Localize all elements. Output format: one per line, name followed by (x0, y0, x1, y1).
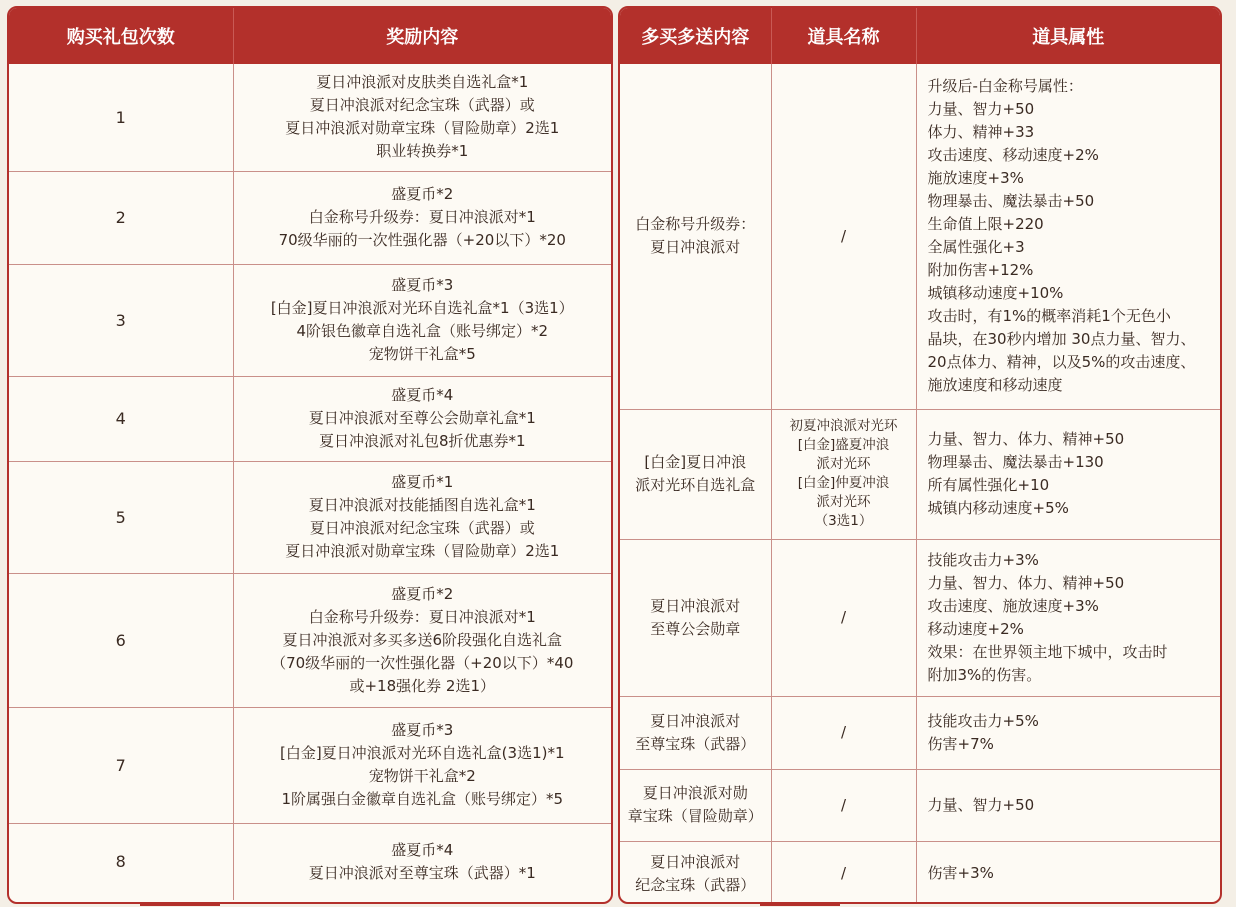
reward-line: 职业转换券*1 (376, 142, 469, 161)
attribute-line: 攻击速度、施放速度+3% (927, 596, 1099, 615)
attribute-line: 所有属性强化+10 (927, 476, 1050, 494)
frame-decoration (140, 903, 220, 906)
attribute-line: 攻击速度、移动速度+2% (927, 146, 1099, 165)
item-name-line: / (840, 864, 847, 883)
purchase-count-cell: 8 (9, 823, 233, 900)
attribute-line: 力量、智力、体力、精神+50 (927, 430, 1125, 448)
bonus-content-cell (620, 841, 771, 904)
attribute-line: 伤害+3% (927, 864, 994, 883)
item-name-line: / (840, 608, 847, 626)
attribute-line: 力量、智力、体力、精神+50 (927, 573, 1125, 592)
table-row (620, 841, 1220, 904)
item-attributes-cell (916, 539, 1220, 696)
reward-line: 盛夏币*4 (391, 386, 454, 404)
bonus-content-line: 夏日冲浪派对 (650, 238, 741, 257)
bonus-content-cell (620, 64, 771, 409)
item-name-cell (771, 64, 916, 409)
attribute-line: 附加伤害+12% (927, 261, 1034, 280)
item-name-cell (771, 769, 916, 841)
bonus-content-line: 派对光环自选礼盒 (635, 476, 756, 494)
reward-line: 盛夏币*4 (391, 840, 454, 859)
table-row (9, 573, 611, 707)
bonus-content-line: 至尊宝珠（武器） (635, 734, 756, 753)
bonus-content-line: 夏日冲浪派对 (650, 711, 741, 730)
attribute-line: 生命值上限+220 (927, 215, 1044, 234)
item-attributes-cell (916, 769, 1220, 841)
reward-line: 4阶银色徽章自选礼盒（账号绑定）*2 (296, 322, 549, 340)
item-name-line: [白金]盛夏冲浪 (797, 437, 890, 453)
item-name-line: / (840, 723, 847, 741)
reward-line: （70级华丽的一次性强化器（+20以下）*40 (271, 653, 574, 672)
reward-line: [白金]夏日冲浪派对光环自选礼盒(3选1)*1 (279, 744, 565, 762)
table-row (9, 707, 611, 823)
reward-content-cell (233, 707, 611, 823)
reward-line: 盛夏币*3 (391, 721, 454, 739)
table-header-row (9, 8, 611, 64)
reward-line: 白金称号升级券：夏日冲浪派对*1 (308, 208, 536, 226)
attribute-line: 城镇内移动速度+5% (927, 499, 1069, 517)
bonus-content-cell (620, 409, 771, 539)
header-item-attributes: 道具属性 (916, 8, 1220, 64)
table-row (9, 264, 611, 376)
bonus-content-line: [白金]夏日冲浪 (644, 453, 747, 471)
attribute-line: 附加3%的伤害。 (927, 665, 1042, 684)
header-bonus-content: 多买多送内容 (620, 8, 771, 64)
purchase-count-cell: 5 (9, 461, 233, 573)
bonus-content-line: 纪念宝珠（武器） (635, 875, 756, 894)
bonus-content-line: 夏日冲浪派对勋 (642, 784, 748, 802)
bonus-items-panel (618, 6, 1222, 904)
attribute-line: 伤害+7% (927, 734, 994, 753)
reward-line: 夏日冲浪派对纪念宝珠（武器）或 (309, 519, 535, 537)
reward-line: 夏日冲浪派对勋章宝珠（冒险勋章）2选1 (285, 542, 560, 560)
bonus-content-line: 至尊公会勋章 (650, 619, 741, 638)
item-attributes-cell (916, 696, 1220, 769)
bonus-content-line: 夏日冲浪派对 (650, 852, 741, 871)
reward-line: 夏日冲浪派对至尊宝珠（武器）*1 (308, 863, 536, 882)
attribute-line: 施放速度和移动速度 (927, 376, 1063, 395)
purchase-count-cell: 4 (9, 376, 233, 461)
table-row (9, 64, 611, 171)
bonus-content-line: 白金称号升级券： (635, 215, 756, 234)
reward-line: 宠物饼干礼盒*5 (368, 345, 476, 363)
item-name-cell (771, 539, 916, 696)
table-row (620, 696, 1220, 769)
header-purchase-count: 购买礼包次数 (9, 8, 233, 64)
attribute-line: 力量、智力+50 (927, 100, 1035, 119)
item-name-line: [白金]仲夏冲浪 (797, 475, 890, 491)
table-row (620, 409, 1220, 539)
attribute-line: 攻击时，有1%的概率消耗1个无色小 (927, 307, 1171, 326)
reward-content-cell (233, 461, 611, 573)
reward-line: 夏日冲浪派对勋章宝珠（冒险勋章）2选1 (285, 119, 560, 138)
bonus-content-line: 章宝珠（冒险勋章） (627, 807, 763, 825)
reward-line: 夏日冲浪派对技能插图自选礼盒*1 (308, 496, 536, 514)
header-item-name: 道具名称 (771, 8, 916, 64)
reward-line: 1阶属强白金徽章自选礼盒（账号绑定）*5 (281, 790, 564, 808)
reward-line: 盛夏币*2 (391, 584, 454, 603)
purchase-count-cell: 7 (9, 707, 233, 823)
reward-line: 宠物饼干礼盒*2 (368, 767, 476, 785)
reward-line: 70级华丽的一次性强化器（+20以下）*20 (278, 231, 566, 249)
item-attributes-cell (916, 64, 1220, 409)
reward-content-cell (233, 171, 611, 264)
table-row (9, 823, 611, 900)
bonus-content-cell (620, 696, 771, 769)
reward-line: 夏日冲浪派对纪念宝珠（武器）或 (309, 96, 535, 115)
item-attributes-cell (916, 409, 1220, 539)
attribute-line: 全属性强化+3 (927, 238, 1025, 257)
table-row (620, 64, 1220, 409)
table-row (9, 171, 611, 264)
reward-content-cell (233, 573, 611, 707)
purchase-rewards-table (9, 8, 611, 900)
table-row (620, 769, 1220, 841)
bonus-content-cell (620, 769, 771, 841)
attribute-line: 20点体力、精神，以及5%的攻击速度、 (927, 353, 1196, 372)
reward-line: 夏日冲浪派对多买多送6阶段强化自选礼盒 (282, 630, 563, 649)
attribute-line: 晶块，在30秒内增加 30点力量、智力、 (927, 330, 1196, 349)
header-reward-content: 奖励内容 (233, 8, 611, 64)
item-name-cell (771, 696, 916, 769)
attribute-line: 物理暴击、魔法暴击+130 (927, 453, 1104, 471)
item-name-cell (771, 409, 916, 539)
purchase-count-cell: 3 (9, 264, 233, 376)
reward-content-cell (233, 264, 611, 376)
attribute-line: 物理暴击、魔法暴击+50 (927, 192, 1095, 211)
attribute-line: 施放速度+3% (927, 169, 1024, 188)
reward-line: 白金称号升级券：夏日冲浪派对*1 (308, 607, 536, 626)
attribute-line: 力量、智力+50 (927, 795, 1035, 814)
reward-line: 盛夏币*2 (391, 185, 454, 203)
item-name-line: 派对光环 (816, 494, 871, 510)
attribute-line: 效果：在世界领主地下城中，攻击时 (927, 642, 1168, 661)
attribute-line: 体力、精神+33 (927, 123, 1035, 142)
item-name-line: （3选1） (814, 513, 873, 529)
attribute-line: 移动速度+2% (927, 619, 1024, 638)
frame-decoration (760, 903, 840, 906)
attribute-line: 城镇移动速度+10% (927, 284, 1064, 303)
table-row (9, 376, 611, 461)
attribute-line: 技能攻击力+3% (927, 550, 1039, 569)
table-header-row (620, 8, 1220, 64)
reward-line: 盛夏币*3 (391, 276, 454, 294)
bonus-content-line: 夏日冲浪派对 (650, 596, 741, 615)
purchase-count-cell: 1 (9, 64, 233, 171)
item-name-line: / (840, 795, 847, 814)
reward-line: 夏日冲浪派对皮肤类自选礼盒*1 (316, 73, 529, 92)
attribute-line: 技能攻击力+5% (927, 711, 1039, 730)
item-name-line: / (840, 226, 847, 245)
reward-line: 夏日冲浪派对礼包8折优惠券*1 (318, 432, 526, 450)
item-attributes-cell (916, 841, 1220, 904)
purchase-count-cell: 2 (9, 171, 233, 264)
attribute-line: 升级后-白金称号属性： (927, 77, 1083, 96)
bonus-content-cell (620, 539, 771, 696)
reward-line: [白金]夏日冲浪派对光环自选礼盒*1（3选1） (270, 299, 574, 317)
item-name-line: 派对光环 (816, 456, 871, 472)
table-row (9, 461, 611, 573)
purchase-count-cell: 6 (9, 573, 233, 707)
reward-line: 或+18强化券 2选1） (349, 676, 495, 695)
reward-content-cell (233, 823, 611, 900)
item-name-cell (771, 841, 916, 904)
reward-content-cell (233, 64, 611, 171)
reward-line: 夏日冲浪派对至尊公会勋章礼盒*1 (308, 409, 536, 427)
purchase-rewards-panel (7, 6, 613, 904)
item-name-line: 初夏冲浪派对光环 (789, 418, 898, 434)
bonus-items-table (620, 8, 1220, 904)
reward-content-cell (233, 376, 611, 461)
reward-line: 盛夏币*1 (391, 473, 454, 491)
table-row (620, 539, 1220, 696)
